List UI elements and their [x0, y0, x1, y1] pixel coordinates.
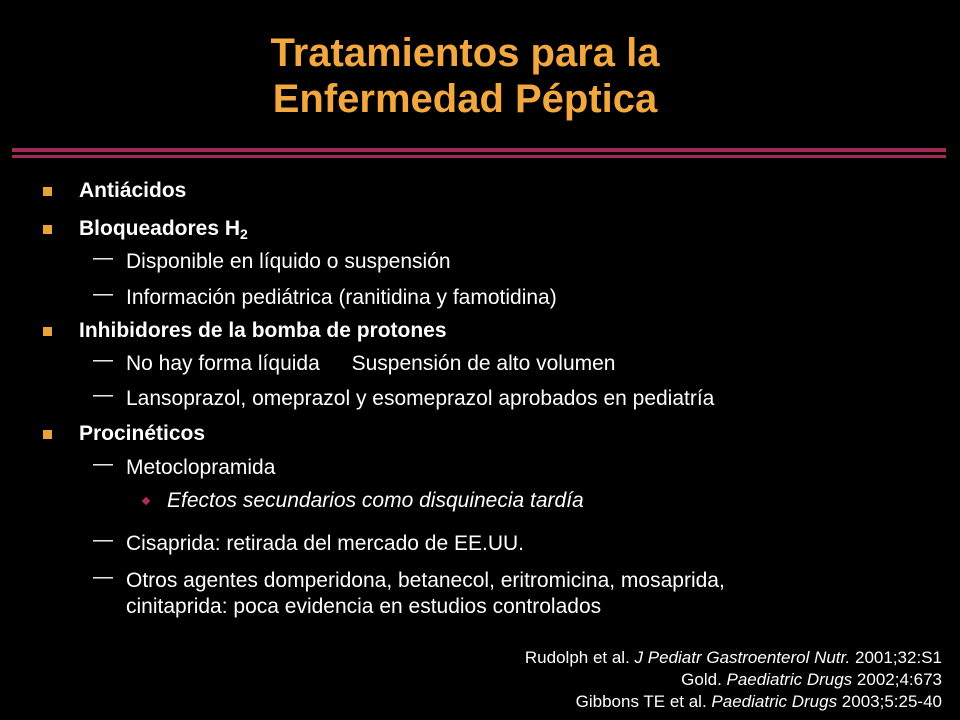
prokinetics-item-2-text: Cisaprida: retirada del mercado de EE.UU. [126, 532, 525, 555]
bullet-prokinetics-label: Procinéticos [79, 422, 206, 445]
square-bullet-icon [43, 430, 52, 439]
title-divider-top [12, 148, 946, 152]
slide-title [0, 30, 930, 122]
ppi-item-1 [93, 349, 616, 377]
dash-icon: — [93, 384, 113, 406]
prokinetics-item-3-line-1: Otros agentes domperidona, betanecol, eritromicina, mosaprida, [126, 569, 725, 592]
prokinetics-item-2 [93, 529, 525, 557]
dash-icon: — [93, 283, 113, 305]
dash-icon: — [93, 247, 113, 269]
bullet-ppi-label: Inhibidores de la bomba de protones [79, 319, 447, 342]
ppi-item-2 [93, 384, 715, 412]
reference-1-journal: J Pediatr Gastroenterol Nutr. [634, 648, 851, 667]
reference-3-authors: Gibbons TE et al. [575, 692, 712, 711]
reference-3 [576, 692, 942, 712]
square-bullet-icon [43, 187, 52, 196]
bullet-prokinetics [79, 421, 205, 447]
title-line-2: Enfermedad Péptica [272, 77, 658, 121]
reference-3-journal: Paediatric Drugs [711, 692, 838, 711]
reference-2-citation: 2002;4:673 [852, 670, 942, 689]
bullet-h2-label: Bloqueadores H [79, 217, 241, 240]
square-bullet-icon [43, 225, 52, 234]
bullet-h2-blockers [79, 216, 248, 242]
reference-3-citation: 2003;5:25-40 [837, 692, 942, 711]
title-line-1: Tratamientos para la [270, 31, 660, 75]
prokinetics-item-1-text: Metoclopramida [126, 456, 276, 479]
bullet-ppi [79, 318, 447, 344]
reference-2-journal: Paediatric Drugs [726, 670, 853, 689]
prokinetics-item-1 [93, 453, 276, 481]
prokinetics-subitem-1-text: Efectos secundarios como disquinecia tardía [167, 489, 584, 512]
reference-2 [681, 670, 942, 690]
bullet-h2-subscript: 2 [240, 226, 248, 242]
prokinetics-item-3 [93, 566, 725, 620]
h2-item-2 [93, 283, 557, 311]
reference-1-authors: Rudolph et al. [524, 648, 635, 667]
bullet-antacids-label: Antiácidos [79, 179, 187, 202]
h2-item-2-text: Información pediátrica (ranitidina y famotidina) [126, 286, 557, 309]
ppi-item-1-text-b: Suspensión de alto volumen [351, 352, 616, 375]
dash-icon: — [93, 566, 113, 588]
reference-1 [525, 648, 942, 668]
square-bullet-icon [43, 327, 52, 336]
title-divider-bottom [12, 155, 946, 158]
diamond-bullet-icon [142, 497, 150, 505]
h2-item-1-text: Disponible en líquido o suspensión [126, 250, 451, 273]
dash-icon: — [93, 529, 113, 551]
bullet-antacids [79, 178, 186, 204]
ppi-item-2-text: Lansoprazol, omeprazol y esomeprazol aprobados en pediatría [126, 387, 715, 410]
prokinetics-item-3-line-2: cinitaprida: poca evidencia en estudios controlados [126, 595, 602, 618]
h2-item-1 [93, 247, 451, 275]
dash-icon: — [93, 349, 113, 371]
prokinetics-subitem-1 [167, 488, 584, 514]
reference-2-authors: Gold. [681, 670, 727, 689]
dash-icon: — [93, 453, 113, 475]
ppi-item-1-text-a: No hay forma líquida [126, 352, 320, 375]
reference-1-citation: 2001;32:S1 [850, 648, 942, 667]
